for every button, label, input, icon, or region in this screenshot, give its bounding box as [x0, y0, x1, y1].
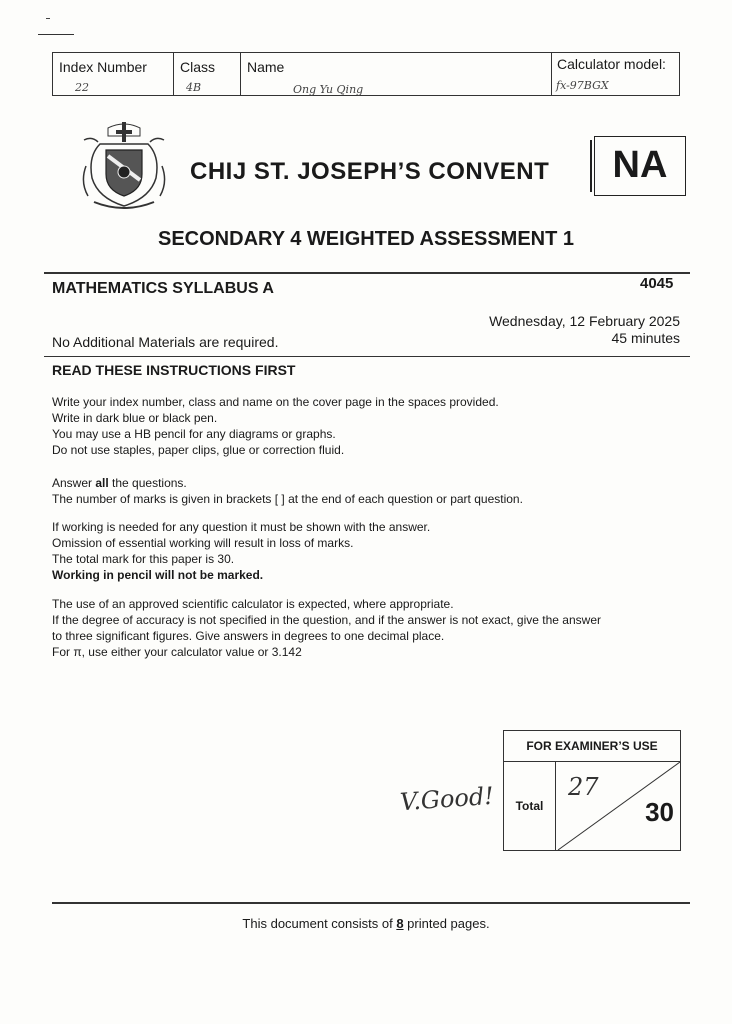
page-count-note	[0, 916, 732, 931]
score-awarded: 27	[568, 773, 599, 801]
name-cell	[241, 53, 552, 95]
instructions-block-3	[52, 519, 430, 583]
instruction-line: The total mark for this paper is 30.	[52, 552, 235, 566]
stream-code-badge: NA	[594, 136, 686, 196]
index-number-cell	[53, 53, 174, 95]
paper-code: 4045	[640, 275, 674, 292]
footer-text: printed pages.	[403, 916, 490, 931]
badge-border	[590, 140, 592, 192]
index-number-label: Index Number	[59, 59, 147, 75]
assessment-title: SECONDARY 4 WEIGHTED ASSESSMENT 1	[158, 228, 574, 250]
name-value: Ong Yu Qing	[293, 83, 364, 96]
index-number-value: 22	[75, 81, 89, 94]
page-count: 8	[396, 916, 404, 931]
instructions-block-4	[52, 596, 601, 660]
scan-mark	[38, 34, 74, 35]
instruction-text: Answer	[52, 476, 96, 490]
class-label: Class	[180, 59, 216, 75]
exam-duration: 45 minutes	[611, 330, 680, 346]
scan-mark	[46, 18, 50, 19]
instruction-line: Write your index number, class and name on the cover page in the spaces provided.	[52, 395, 499, 409]
instruction-line: Write in dark blue or black pen.	[52, 411, 218, 425]
school-crest-icon	[78, 116, 170, 212]
instruction-text: the questions.	[108, 476, 187, 490]
name-label: Name	[247, 59, 285, 75]
examiner-heading: FOR EXAMINER’S USE	[504, 731, 680, 762]
school-name: CHIJ ST. JOSEPH’S CONVENT	[190, 158, 550, 185]
instruction-line: The number of marks is given in brackets [ ] at the end of each question or part question.	[52, 492, 523, 506]
calculator-value: fx-97BGX	[556, 79, 609, 92]
score-maximum: 30	[645, 797, 674, 827]
instruction-line: Do not use staples, paper clips, glue or correction fluid.	[52, 443, 345, 457]
materials-note: No Additional Materials are required.	[52, 334, 279, 350]
class-value: 4B	[186, 81, 202, 94]
instruction-line: If the degree of accuracy is not specified in the question, and if the answer is not exact, give the answer	[52, 613, 601, 627]
examiner-use-box	[503, 730, 681, 851]
divider	[44, 356, 690, 357]
class-cell	[174, 53, 241, 95]
candidate-details-table	[52, 52, 680, 96]
instruction-line	[52, 475, 523, 491]
instruction-emphasis: all	[95, 476, 109, 490]
instruction-line: If working is needed for any question it must be shown with the answer.	[52, 520, 431, 534]
divider	[44, 272, 690, 274]
calculator-label: Calculator model:	[557, 56, 666, 72]
instruction-line: Omission of essential working will result in loss of marks.	[52, 536, 354, 550]
footer-text: This document consists of	[242, 916, 397, 931]
instruction-line-bold: Working in pencil will not be marked.	[52, 568, 264, 582]
calculator-cell	[552, 53, 679, 95]
instructions-heading: READ THESE INSTRUCTIONS FIRST	[52, 362, 296, 378]
instruction-line: The use of an approved scientific calculator is expected, where appropriate.	[52, 597, 454, 611]
divider	[52, 902, 690, 904]
subject-title: MATHEMATICS SYLLABUS A	[52, 280, 274, 297]
instruction-line: You may use a HB pencil for any diagrams or graphs.	[52, 427, 336, 441]
instructions-block-1	[52, 394, 499, 458]
teacher-remark: V.Good!	[399, 781, 495, 817]
instructions-block-2	[52, 475, 523, 507]
instruction-line: For π, use either your calculator value or 3.142	[52, 645, 302, 659]
exam-date: Wednesday, 12 February 2025	[489, 313, 680, 329]
total-label: Total	[504, 762, 556, 850]
instruction-line: to three significant figures. Give answers in degrees to one decimal place.	[52, 629, 445, 643]
